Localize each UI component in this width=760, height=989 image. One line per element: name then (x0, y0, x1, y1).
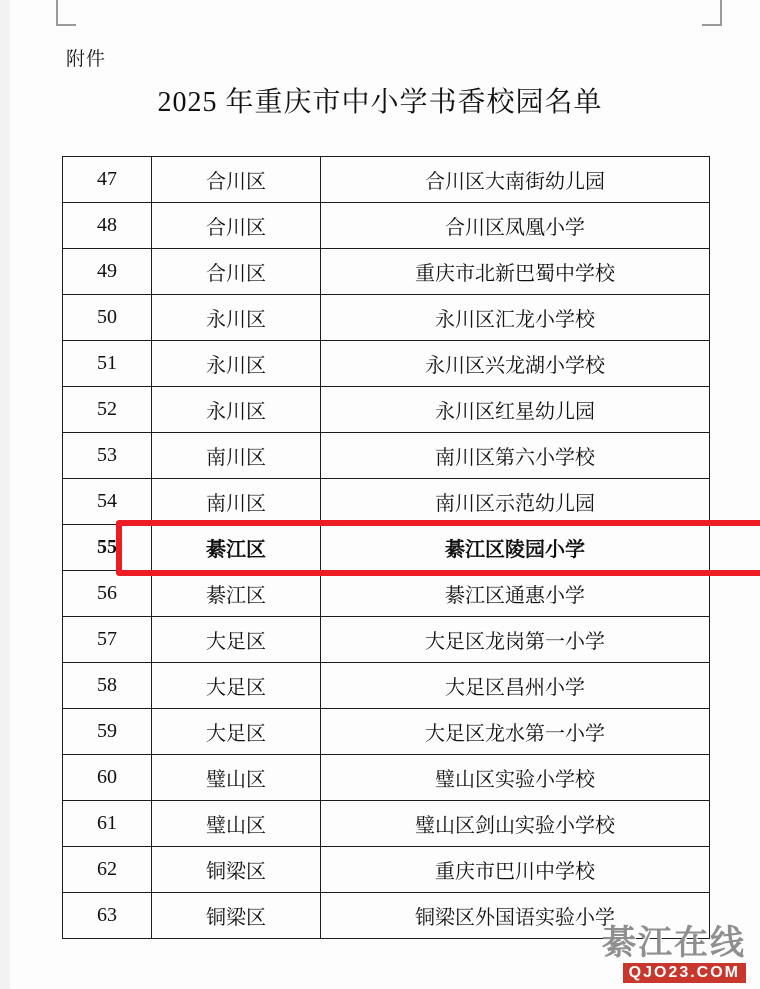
row-district-cell: 南川区 (152, 433, 321, 479)
row-district-cell: 大足区 (152, 709, 321, 755)
row-index-cell: 58 (63, 663, 152, 709)
table-row (63, 479, 710, 525)
row-index-cell: 56 (63, 571, 152, 617)
row-district-cell: 南川区 (152, 479, 321, 525)
row-school-cell: 永川区兴龙湖小学校 (321, 341, 710, 387)
watermark-sub-text: QJO23.COM (623, 963, 746, 983)
row-school-cell: 璧山区实验小学校 (321, 755, 710, 801)
table-row (63, 249, 710, 295)
row-index-cell: 57 (63, 617, 152, 663)
school-list-table (62, 156, 710, 939)
row-index-cell: 53 (63, 433, 152, 479)
row-school-cell: 南川区示范幼儿园 (321, 479, 710, 525)
row-index-cell: 47 (63, 157, 152, 203)
row-school-cell: 大足区龙岗第一小学 (321, 617, 710, 663)
table-row (63, 157, 710, 203)
row-district-cell: 璧山区 (152, 755, 321, 801)
school-list-table-wrapper (62, 156, 700, 939)
row-district-cell: 永川区 (152, 341, 321, 387)
row-district-cell: 铜梁区 (152, 893, 321, 939)
row-index-cell: 60 (63, 755, 152, 801)
table-row (63, 341, 710, 387)
row-index-cell: 49 (63, 249, 152, 295)
row-index-cell: 52 (63, 387, 152, 433)
page-left-edge (0, 0, 10, 989)
table-row (63, 755, 710, 801)
row-district-cell: 永川区 (152, 295, 321, 341)
row-school-cell: 重庆市北新巴蜀中学校 (321, 249, 710, 295)
table-body (63, 157, 710, 939)
row-school-cell: 大足区昌州小学 (321, 663, 710, 709)
row-index-cell: 51 (63, 341, 152, 387)
row-school-cell: 璧山区剑山实验小学校 (321, 801, 710, 847)
table-row (63, 663, 710, 709)
row-index-cell: 54 (63, 479, 152, 525)
crop-mark-top-right-horizontal-icon (702, 24, 722, 26)
attachment-label: 附件 (66, 49, 107, 70)
crop-mark-top-left-horizontal-icon (56, 24, 76, 26)
row-school-cell: 綦江区通惠小学 (321, 571, 710, 617)
watermark-main-text: 綦江在线 (602, 924, 746, 962)
row-district-cell: 綦江区 (152, 571, 321, 617)
row-district-cell: 合川区 (152, 249, 321, 295)
table-row (63, 847, 710, 893)
row-district-cell: 綦江区 (152, 525, 321, 571)
row-index-cell: 55 (63, 525, 152, 571)
row-index-cell: 63 (63, 893, 152, 939)
crop-mark-top-right-icon (694, 0, 722, 26)
row-school-cell: 永川区汇龙小学校 (321, 295, 710, 341)
row-school-cell: 重庆市巴川中学校 (321, 847, 710, 893)
row-district-cell: 合川区 (152, 157, 321, 203)
row-district-cell: 铜梁区 (152, 847, 321, 893)
table-row (63, 387, 710, 433)
page-title: 2025 年重庆市中小学书香校园名单 (157, 87, 603, 118)
row-school-cell: 大足区龙水第一小学 (321, 709, 710, 755)
row-school-cell: 合川区凤凰小学 (321, 203, 710, 249)
table-row (63, 571, 710, 617)
row-school-cell: 合川区大南街幼儿园 (321, 157, 710, 203)
row-school-cell: 永川区红星幼儿园 (321, 387, 710, 433)
table-row (63, 801, 710, 847)
table-row (63, 203, 710, 249)
row-index-cell: 62 (63, 847, 152, 893)
table-row (63, 709, 710, 755)
watermark (602, 926, 746, 983)
table-row (63, 295, 710, 341)
row-school-cell: 南川区第六小学校 (321, 433, 710, 479)
row-district-cell: 大足区 (152, 617, 321, 663)
row-index-cell: 48 (63, 203, 152, 249)
row-index-cell: 50 (63, 295, 152, 341)
row-index-cell: 61 (63, 801, 152, 847)
row-district-cell: 合川区 (152, 203, 321, 249)
table-row-highlighted (63, 525, 710, 571)
row-district-cell: 永川区 (152, 387, 321, 433)
crop-mark-top-left-icon (56, 0, 84, 26)
row-district-cell: 璧山区 (152, 801, 321, 847)
table-row (63, 617, 710, 663)
table-row (63, 433, 710, 479)
row-school-cell: 綦江区陵园小学 (321, 525, 710, 571)
row-district-cell: 大足区 (152, 663, 321, 709)
row-index-cell: 59 (63, 709, 152, 755)
row-school-cell: 铜梁区外国语实验小学 (321, 893, 710, 939)
